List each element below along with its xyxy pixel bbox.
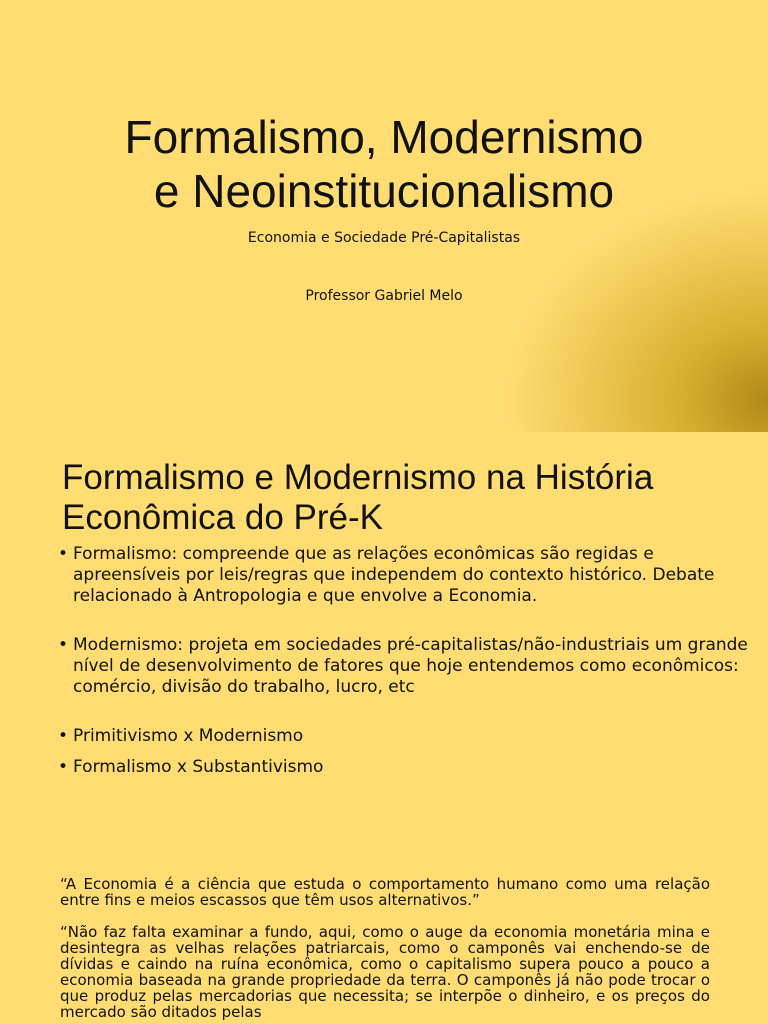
title-slide	[0, 0, 768, 432]
bullet-list	[58, 544, 758, 778]
bullet-primitivismo: • Primitivismo x Modernismo	[58, 726, 758, 747]
presentation-title	[0, 110, 768, 218]
presentation-author: Professor Gabriel Melo	[305, 288, 463, 304]
slide-title-line-2: Econômica do Pré-K	[62, 498, 383, 537]
content-slide	[0, 432, 768, 866]
quote-monetary-economy: “Não faz falta examinar a fundo, aqui, como o auge da economia monetária mina e desintegra as velhas relações patriarcais, como o camponês vai enchendo-se de dívidas e caindo na ruína econômica, como o capitalismo supera pouco a pouco a economia baseada na grande propriedade da terra. O camponês já não pode trocar o que produz pelas mercadorias que necessita; se interpõe o dinheiro, e os preços do mercado são ditados pelas	[60, 923, 710, 1021]
title-line-2: e Neoinstitucionalismo	[153, 165, 615, 217]
title-line-1: Formalismo, Modernismo	[124, 111, 644, 163]
quote-economics-definition: “A Economia é a ciência que estuda o comportamento humano como uma relação entre fins e meios escassos que têm usos alternativos.”	[60, 875, 710, 909]
bullet-formalismo: • Formalismo: compreende que as relações econômicas são regidas e apreensíveis por leis/regras que independem do contexto histórico. Debate relacionado à Antropologia e que envolve a Economia.	[58, 544, 758, 607]
slide-title-line-1: Formalismo e Modernismo na História	[62, 458, 654, 497]
presentation-subtitle: Economia e Sociedade Pré-Capitalistas	[247, 230, 521, 246]
bullet-substantivismo: • Formalismo x Substantivismo	[58, 757, 758, 778]
quote-slide	[0, 866, 768, 1024]
bullet-modernismo: • Modernismo: projeta em sociedades pré-capitalistas/não-industriais um grande nível de desenvolvimento de fatores que hoje entendemos como econômicos: comércio, divisão do trabalho, lucro, etc	[58, 635, 758, 698]
slide-title	[62, 458, 752, 538]
